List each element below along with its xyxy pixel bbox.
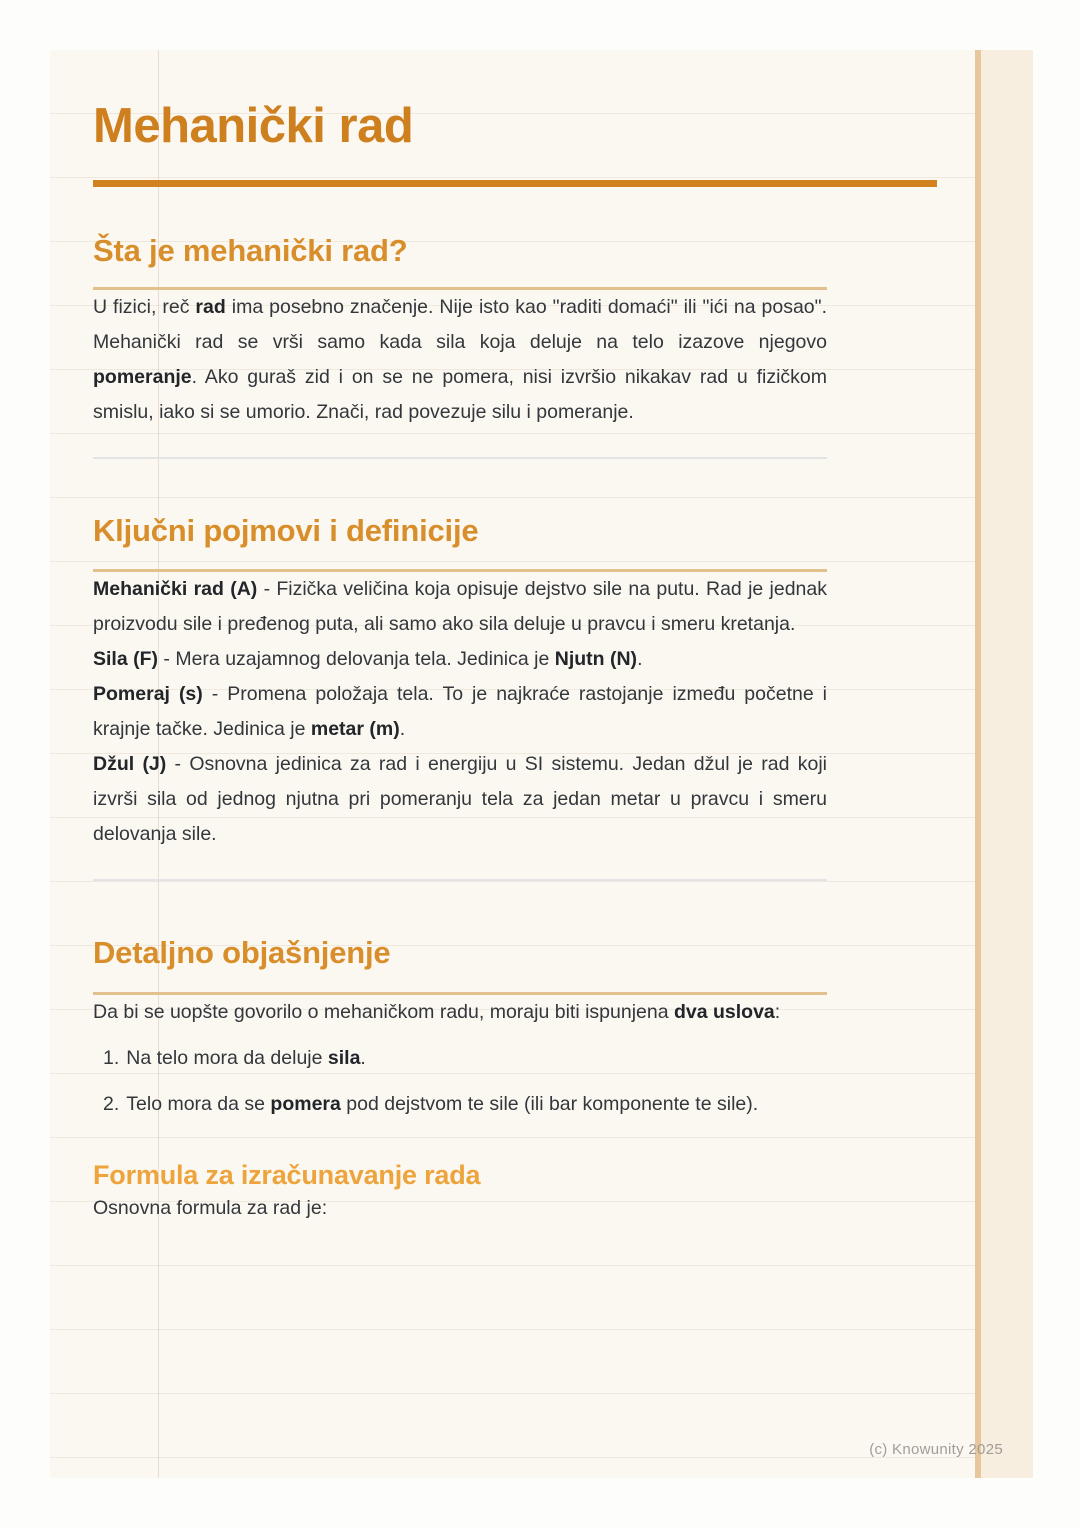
formula-intro-paragraph: Osnovna formula za rad je: [93,1197,328,1219]
page-edge-band [975,50,1033,1478]
definition-joule [93,747,827,852]
list-item-number: 1. [103,1047,120,1069]
conditions-list [93,1041,827,1122]
text-segment: U fizici, reč [93,296,196,318]
definition-force [93,642,827,677]
bold-term-pomeranje: pomeranje [93,366,192,388]
copyright-footer: (c) Knowunity 2025 [869,1441,1003,1458]
text-segment: - Promena položaja tela. To je najkraće rastojanje između početne i krajnje tačke. Jedinica je [93,683,827,740]
bold-term-metar: metar (m) [310,718,400,740]
text-segment: - Mera uzajamnog delovanja tela. Jedinica je [158,648,555,670]
text-segment: . [399,718,406,740]
bold-term-dzul: Džul (J) [93,753,167,775]
bold-term-mehanicki-rad: Mehanički rad (A) [93,578,258,600]
document-content [93,50,827,1226]
page-title: Mehanički rad [93,99,414,153]
bold-term-pomera: pomera [270,1093,341,1115]
bold-term-rad: rad [195,296,226,318]
text-segment: Telo mora da se [126,1093,271,1115]
list-item-number: 2. [103,1093,120,1115]
section-heading-what-is-mechanical-work: Šta je mehanički rad? [93,233,408,268]
text-segment: . Ako guraš zid i on se ne pomera, nisi izvršio nikakav rad u fizičkom smislu, iako si se umorio. Znači, rad povezuje silu i pomeranje. [93,366,827,423]
text-segment: . [637,648,643,670]
text-segment: pod dejstvom te sile (ili bar komponente te sile). [340,1093,759,1115]
subsection-heading-formula: Formula za izračunavanje rada [93,1160,481,1190]
definition-displacement [93,677,827,747]
bold-term-sila: sila [327,1047,361,1069]
text-segment: Da bi se uopšte govorilo o mehaničkom radu, moraju biti ispunjena [93,1001,674,1023]
conditions-intro-paragraph [93,995,827,1030]
text-segment: - Fizička veličina koja opisuje dejstvo sile na putu. Rad je jednak proizvodu sile i pređenog puta, ali samo ako sila deluje u pravcu i smeru kretanja. [93,578,827,635]
bold-term-dva-uslova: dva uslova [673,1001,775,1023]
list-item-text [126,1087,827,1122]
bold-term-sila: Sila (F) [93,648,159,670]
section-heading-detailed-explanation: Detaljno objašnjenje [93,935,391,970]
notebook-page [50,50,1033,1478]
section-divider [93,879,827,881]
bold-term-njutn: Njutn (N) [554,648,638,670]
definition-mechanical-work [93,572,827,642]
title-rule [93,180,937,187]
text-segment: - Osnovna jedinica za rad i energiju u SI sistemu. Jedan džul je rad koji izvrši sila od jednog njutna pri pomeranju tela za jedan metar u pravcu i smeru delovanja sile. [93,753,827,845]
text-segment: . [360,1047,366,1069]
text-segment: : [774,1001,781,1023]
text-segment: Na telo mora da deluje [126,1047,328,1069]
text-segment: ima posebno značenje. Nije isto kao "raditi domaći" ili "ići na posao". Mehanički rad se vrši samo kada sila koja deluje na telo izazove njegovo [93,296,827,353]
bold-term-pomeraj: Pomeraj (s) [93,683,203,705]
list-item [93,1087,827,1122]
list-item [93,1041,827,1076]
section-divider [93,457,827,459]
intro-paragraph [93,290,827,430]
section-heading-key-terms: Ključni pojmovi i definicije [93,513,479,548]
list-item-text [126,1041,827,1076]
